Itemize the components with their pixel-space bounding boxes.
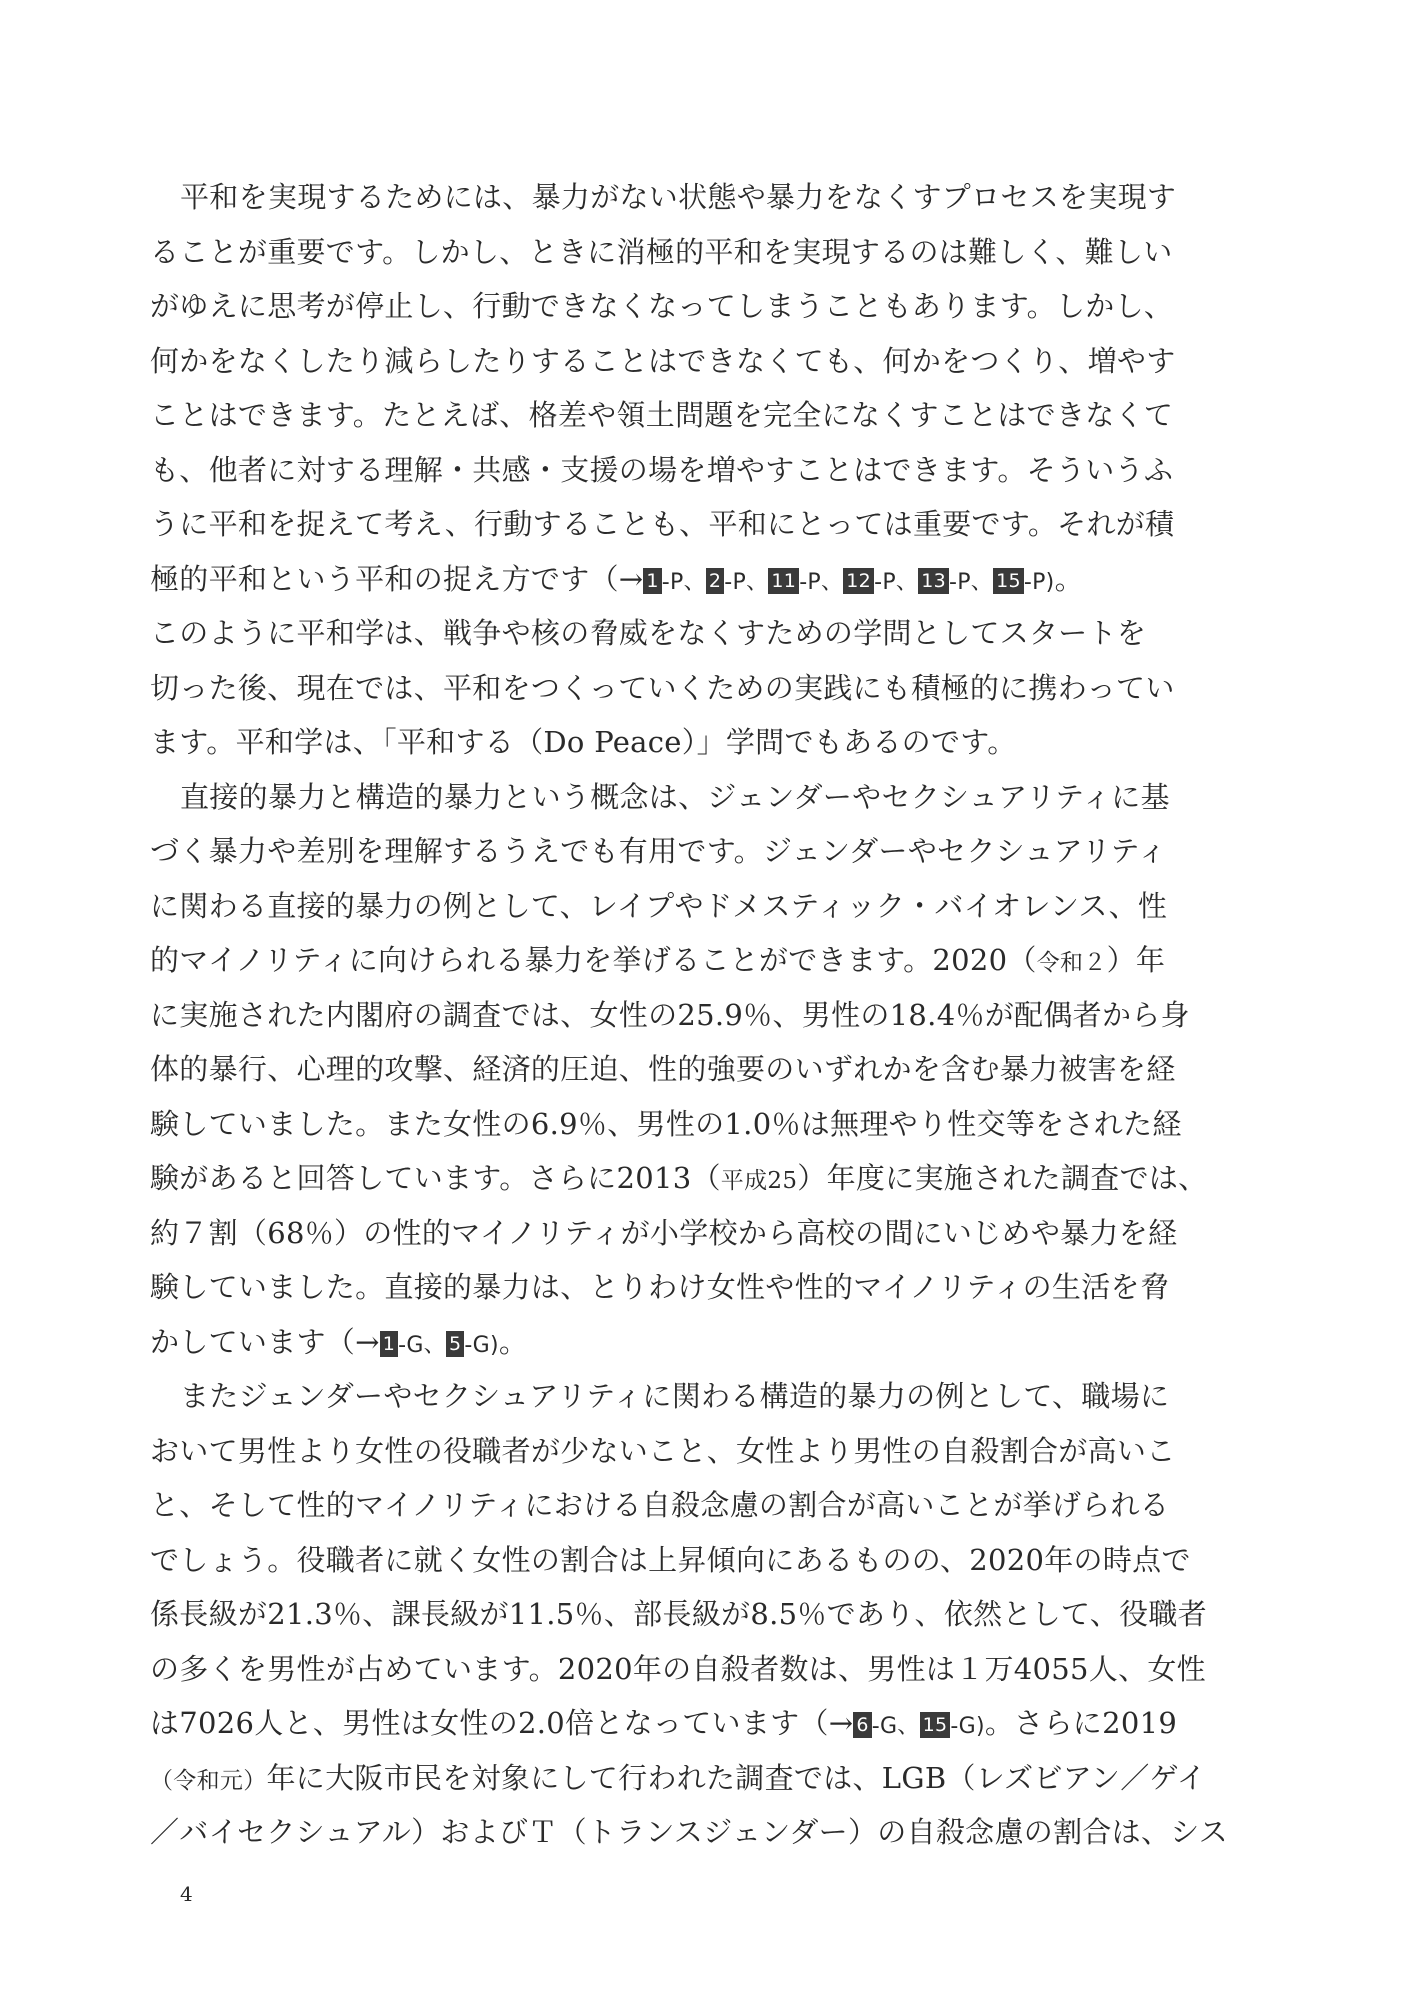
- text-line: でしょう。役職者に就く女性の割合は上昇傾向にあるものの、2020年の時点で: [150, 1542, 1191, 1577]
- text-line: ることが重要です。しかし、ときに消極的平和を実現するのは難しく、難しい: [150, 234, 1173, 269]
- text-line: に関わる直接的暴力の例として、レイプやドメスティック・バイオレンス、性: [150, 888, 1168, 923]
- text-line: 体的暴行、心理的攻撃、経済的圧迫、性的強要のいずれかを含む暴力被害を経: [150, 1052, 1176, 1086]
- text-line: このように平和学は、戦争や核の脅威をなくすための学問としてスタートを: [150, 616, 1147, 650]
- ref-suffix: -G): [464, 1332, 499, 1358]
- ref-number-badge: 15: [920, 1712, 951, 1738]
- text-segment: 。: [498, 1324, 529, 1359]
- text-line: 係長級が21.3％、課長級が11.5％、部長級が8.5％であり、依然として、役職者: [150, 1597, 1207, 1631]
- text-line: ます。平和学は、「平和する（Do Peace）」学問でもあるのです。: [150, 725, 1017, 759]
- ref-number-badge: 6: [853, 1712, 871, 1738]
- cross-reference: [853, 1714, 985, 1739]
- ref-number-badge: 1: [380, 1331, 398, 1357]
- ref-number-badge: 13: [918, 568, 949, 594]
- text-line: 験していました。直接的暴力は、とりわけ女性や性的マイノリティの生活を脅: [150, 1270, 1170, 1304]
- body-text: [150, 170, 1229, 1860]
- ref-number-badge: 12: [843, 568, 874, 594]
- ref-suffix: -P、: [948, 569, 994, 595]
- ref-number-badge: 5: [446, 1331, 464, 1357]
- text-segment: 年に大阪市民を対象にして行われた調査では、LGB（レズビアン／ゲイ: [266, 1760, 1207, 1795]
- ref-number-badge: 2: [706, 568, 724, 594]
- ref-suffix: -G、: [398, 1332, 446, 1358]
- ref-number-badge: 11: [768, 568, 799, 594]
- text-line: づく暴力や差別を理解するうえでも有用です。ジェンダーやセクシュアリティ: [150, 834, 1167, 868]
- text-line: 平和を実現するためには、暴力がない状態や暴力をなくすプロセスを実現す: [180, 180, 1177, 214]
- text-line: ／バイセクシュアル）およびＴ（トランスジェンダー）の自殺念慮の割合は、シス: [150, 1815, 1229, 1849]
- text-line: 何かをなくしたり減らしたりすることはできなくても、何かをつくり、増やす: [150, 343, 1176, 378]
- ref-suffix: -P): [1023, 569, 1055, 595]
- text-segment: ）年度に実施された調査では、: [797, 1161, 1208, 1195]
- text-line: [150, 1751, 1210, 1806]
- ref-suffix: -P、: [874, 569, 919, 595]
- text-segment: 。: [1054, 561, 1084, 596]
- text-line-with-refs: [150, 1315, 1210, 1370]
- text-line: [150, 1151, 1210, 1206]
- text-line: 験していました。また女性の6.9％、男性の1.0％は無理やり性交等をされた経: [150, 1106, 1182, 1141]
- text-segment: 的マイノリティに向けられる暴力を挙げることができます。2020（: [150, 943, 1037, 977]
- text-line: 切った後、現在では、平和をつくっていくための実践にも積極的に携わってい: [150, 670, 1175, 705]
- text-line: も、他者に対する理解・共感・支援の場を増やすことはできます。そういうふ: [150, 452, 1174, 487]
- text-line: の多くを男性が占めています。2020年の自殺者数は、男性は１万4055人、女性: [150, 1651, 1206, 1686]
- era-annotation: 平成25: [720, 1168, 798, 1194]
- era-annotation: （令和元）: [150, 1767, 267, 1794]
- text-segment: ）年: [1106, 943, 1166, 977]
- text-line-with-refs: [150, 1696, 1210, 1751]
- era-annotation: 令和２: [1036, 950, 1107, 976]
- text-line: と、そして性的マイノリティにおける自殺念慮の割合が高いことが挙げられる: [150, 1488, 1170, 1522]
- cross-reference: [643, 570, 1054, 595]
- text-line: ことはできます。たとえば、格差や領土問題を完全になくすことはできなくて: [150, 398, 1174, 432]
- text-line: 約７割（68％）の性的マイノリティが小学校から高校の間にいじめや暴力を経: [150, 1215, 1178, 1250]
- ref-number-badge: 15: [993, 568, 1024, 594]
- text-line: 直接的暴力と構造的暴力という概念は、ジェンダーやセクシュアリティに基: [180, 779, 1170, 814]
- text-segment: 験があると回答しています。さらに2013（: [150, 1161, 721, 1195]
- ref-suffix: -P、: [799, 569, 844, 595]
- text-segment: は7026人と、男性は女性の2.0倍となっています（→: [150, 1706, 854, 1740]
- text-line: がゆえに思考が停止し、行動できなくなってしまうこともあります。しかし、: [150, 289, 1174, 323]
- ref-suffix: -P、: [724, 569, 769, 595]
- ref-suffix: -P、: [661, 569, 706, 595]
- text-line-with-refs: [150, 552, 1210, 607]
- text-line: おいて男性より女性の役職者が少ないこと、女性より男性の自殺割合が高いこ: [150, 1433, 1176, 1468]
- page-number: 4: [180, 1882, 193, 1906]
- text-line: うに平和を捉えて考え、行動することも、平和にとっては重要です。それが積: [150, 507, 1175, 541]
- text-segment: かしています（→: [150, 1324, 380, 1359]
- ref-suffix: -G、: [871, 1714, 920, 1739]
- text-segment: 極的平和という平和の捉え方です（→: [150, 561, 644, 596]
- ref-number-badge: 1: [643, 568, 661, 594]
- text-line: に実施された内閣府の調査では、女性の25.9％、男性の18.4％が配偶者から身: [150, 997, 1190, 1032]
- cross-reference: [380, 1333, 499, 1358]
- text-line: [150, 933, 1210, 988]
- text-line: またジェンダーやセクシュアリティに関わる構造的暴力の例として、職場に: [180, 1379, 1170, 1413]
- text-segment: 。さらに2019: [984, 1706, 1178, 1740]
- ref-suffix: -G): [950, 1714, 985, 1739]
